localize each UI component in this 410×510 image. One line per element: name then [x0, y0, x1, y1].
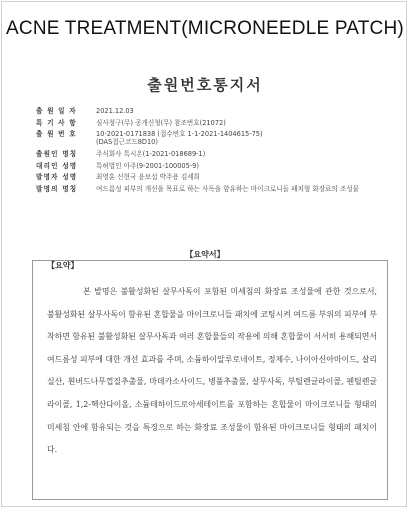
meta-value: 주식회사 톡시온(1-2021-018689-1) [96, 150, 206, 158]
meta-label: 출 원 번 호 [36, 130, 77, 138]
summary-heading: 【요약서】 [185, 250, 225, 259]
meta-label: 특 기 사 항 [36, 118, 77, 127]
meta-value: 2021.12.03 [96, 107, 134, 115]
meta-label: 발명의 명칭 [36, 184, 78, 193]
meta-row-agent [36, 162, 388, 174]
summary-text: 본 발명은 불활성화된 살무사독이 포함된 미세침의 화장료 조성물에 관한 것으로서, 불활성화된 살무사독이 함유된 혼합물을 마이크로니들 패치에 코팅시켜 여드름 부위의 피부에 부착하면 함유된 불활성화된 살무사독과 여러 혼합물들의 작용에 의해 혼합물이 서서히 용해되면서 여드름성 피부에 대한 개선 효과를 주며, 소듐하이알루로네이트, 정제수, 나이아신아마이드, 살리실산, 휜버드나무껍질추출물, 마데카소사이드, 병풀추출물, 살무사독, 부틸렌글라이콜, 펜틸렌글라이콜, 1,2-헥산다이올, 소듐테하이드로아세테이트를 포함하는 혼합물이 마이크로니들 형태의 미세침 안에 함유되는 것을 특징으로 하는 화장료 조성물이 함유된 마이크로니들 형태의 패치이다. [47, 287, 377, 455]
meta-row-special-notes [36, 119, 388, 131]
meta-row-filing-date [36, 107, 388, 119]
meta-value: 10-2021-0171838 (접수번호 1-1-2021-1404615-75) (DAS접근코드8D10) [96, 130, 263, 146]
meta-label: 대리인 성명 [36, 161, 78, 170]
meta-table [36, 107, 388, 205]
meta-label: 출원인 명칭 [36, 150, 78, 158]
meta-value: 특허법인 아주(9-2001-100005-9) [96, 161, 199, 170]
meta-row-applicant [36, 150, 388, 162]
summary-label: 【요약】 [47, 261, 79, 270]
meta-value: 심사청구(무) 공개신청(무) 참조번호(21072) [96, 118, 226, 127]
header-title: ACNE TREATMENT(MICRONEEDLE PATCH) [6, 18, 404, 39]
meta-row-application-number [36, 130, 388, 150]
meta-value: 최영훈 신현국 윤보섭 박주용 김세희 [96, 173, 200, 181]
meta-label: 발명자 성명 [36, 173, 78, 181]
meta-row-inventors [36, 173, 388, 185]
meta-value: 여드름성 피부의 개선을 목표로 하는 사독을 함유하는 마이크로니들 패치형 화장료의 조성물 [96, 184, 360, 193]
meta-label: 출 원 일 자 [36, 107, 77, 115]
summary-box [32, 260, 388, 500]
meta-row-invention-title [36, 185, 388, 205]
document-title: 출원번호통지서 [147, 76, 263, 94]
